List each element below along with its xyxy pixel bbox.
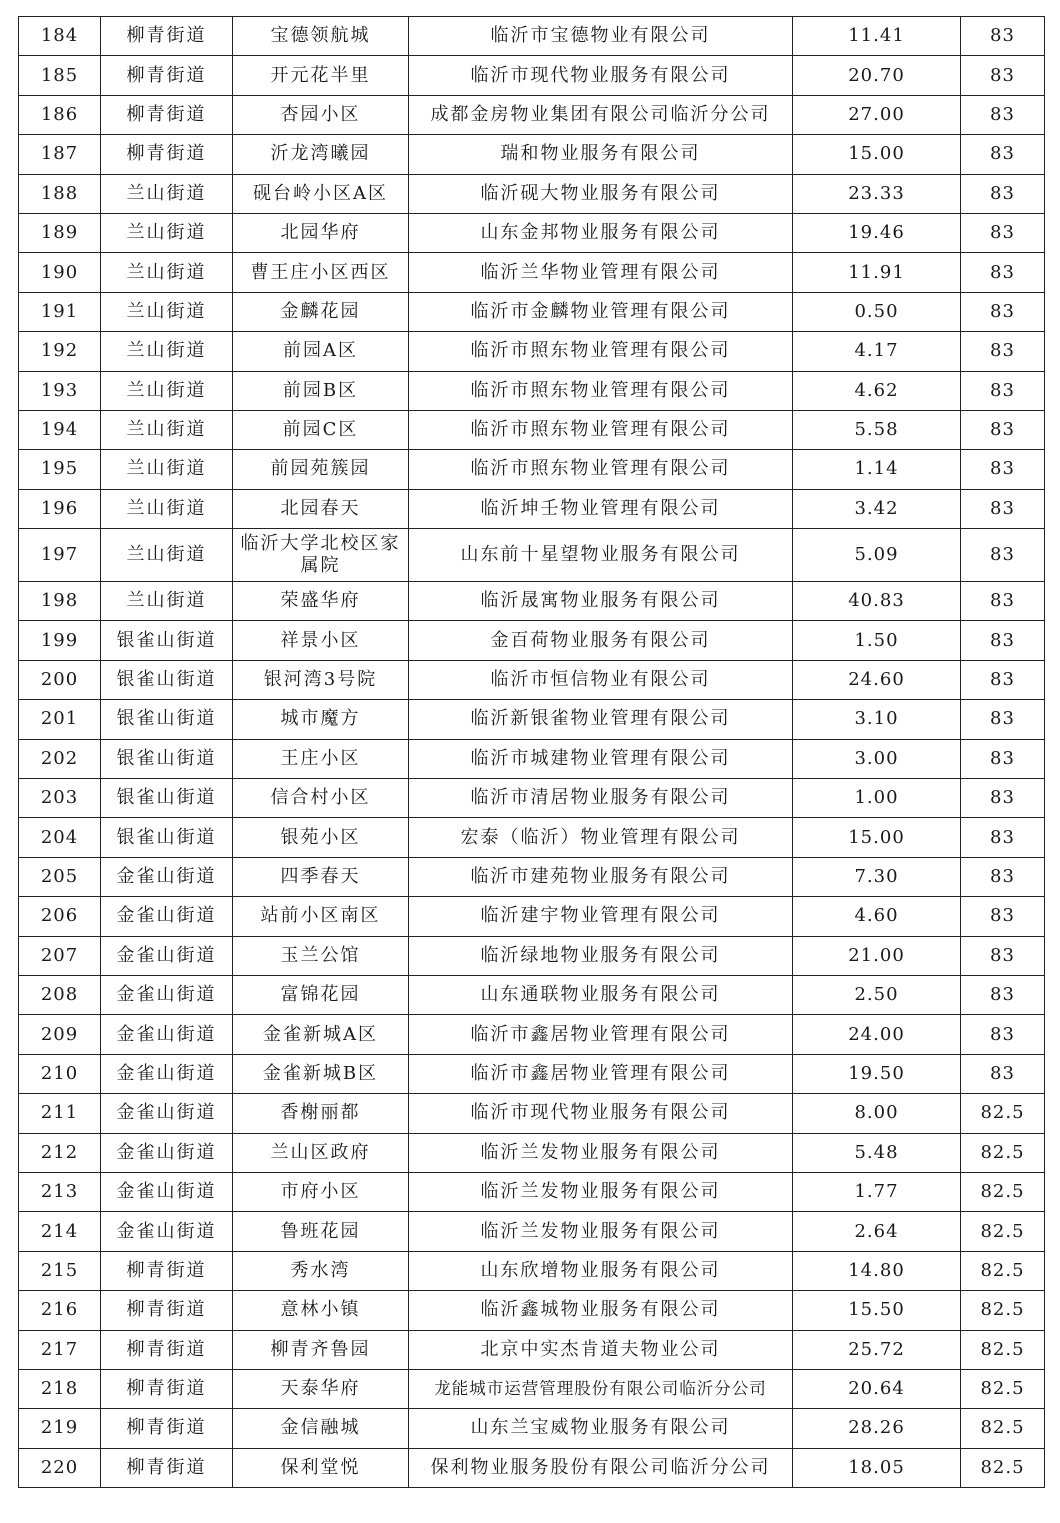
row-number-cell: 198 <box>19 582 101 621</box>
table-row <box>19 975 1045 1014</box>
community-cell: 祥景小区 <box>233 621 409 660</box>
table-row <box>19 779 1045 818</box>
street-cell: 银雀山街道 <box>101 700 233 739</box>
table-row <box>19 95 1045 134</box>
table-row <box>19 135 1045 174</box>
row-number-cell: 184 <box>19 17 101 56</box>
company-cell: 临沂兰发物业服务有限公司 <box>409 1212 793 1251</box>
area-cell: 24.00 <box>793 1015 961 1054</box>
company-cell: 临沂市恒信物业有限公司 <box>409 660 793 699</box>
company-cell: 临沂兰华物业管理有限公司 <box>409 253 793 292</box>
community-cell: 兰山区政府 <box>233 1133 409 1172</box>
area-cell: 1.14 <box>793 450 961 489</box>
table-row <box>19 582 1045 621</box>
company-cell: 北京中实杰肯道夫物业公司 <box>409 1330 793 1369</box>
community-cell: 金雀新城B区 <box>233 1054 409 1093</box>
area-cell: 40.83 <box>793 582 961 621</box>
area-cell: 20.70 <box>793 56 961 95</box>
property-ranking-document <box>18 16 1044 1488</box>
community-cell: 宝德领航城 <box>233 17 409 56</box>
street-cell: 银雀山街道 <box>101 818 233 857</box>
street-cell: 金雀山街道 <box>101 1172 233 1211</box>
company-cell: 山东金邦物业服务有限公司 <box>409 213 793 252</box>
street-cell: 兰山街道 <box>101 253 233 292</box>
street-cell: 兰山街道 <box>101 489 233 528</box>
score-cell: 83 <box>961 660 1045 699</box>
row-number-cell: 193 <box>19 371 101 410</box>
street-cell: 柳青街道 <box>101 1448 233 1487</box>
table-row <box>19 410 1045 449</box>
company-cell: 宏泰（临沂）物业管理有限公司 <box>409 818 793 857</box>
area-cell: 15.00 <box>793 818 961 857</box>
company-cell: 山东通联物业服务有限公司 <box>409 975 793 1014</box>
community-cell: 杏园小区 <box>233 95 409 134</box>
row-number-cell: 216 <box>19 1291 101 1330</box>
company-cell: 临沂市鑫居物业管理有限公司 <box>409 1015 793 1054</box>
table-row <box>19 489 1045 528</box>
community-cell: 银苑小区 <box>233 818 409 857</box>
community-cell: 开元花半里 <box>233 56 409 95</box>
community-cell: 曹王庄小区西区 <box>233 253 409 292</box>
area-cell: 21.00 <box>793 936 961 975</box>
area-cell: 4.17 <box>793 332 961 371</box>
table-body <box>19 17 1045 1488</box>
company-cell: 临沂砚大物业服务有限公司 <box>409 174 793 213</box>
community-cell: 前园A区 <box>233 332 409 371</box>
table-row <box>19 371 1045 410</box>
table-row <box>19 1291 1045 1330</box>
area-cell: 27.00 <box>793 95 961 134</box>
street-cell: 柳青街道 <box>101 1409 233 1448</box>
table-row <box>19 1133 1045 1172</box>
score-cell: 82.5 <box>961 1094 1045 1133</box>
row-number-cell: 220 <box>19 1448 101 1487</box>
score-cell: 83 <box>961 17 1045 56</box>
row-number-cell: 206 <box>19 897 101 936</box>
row-number-cell: 187 <box>19 135 101 174</box>
area-cell: 2.50 <box>793 975 961 1014</box>
table-row <box>19 1015 1045 1054</box>
area-cell: 5.58 <box>793 410 961 449</box>
company-cell: 山东前十星望物业服务有限公司 <box>409 529 793 582</box>
street-cell: 银雀山街道 <box>101 739 233 778</box>
company-cell: 临沂市照东物业管理有限公司 <box>409 332 793 371</box>
company-cell: 山东欣增物业服务有限公司 <box>409 1251 793 1290</box>
table-row <box>19 1212 1045 1251</box>
street-cell: 柳青街道 <box>101 1369 233 1408</box>
community-cell: 金麟花园 <box>233 292 409 331</box>
table-row <box>19 1330 1045 1369</box>
company-cell: 临沂市照东物业管理有限公司 <box>409 450 793 489</box>
company-cell: 山东兰宝威物业服务有限公司 <box>409 1409 793 1448</box>
company-cell: 临沂市照东物业管理有限公司 <box>409 371 793 410</box>
table-row <box>19 897 1045 936</box>
score-cell: 83 <box>961 582 1045 621</box>
row-number-cell: 204 <box>19 818 101 857</box>
area-cell: 23.33 <box>793 174 961 213</box>
area-cell: 4.60 <box>793 897 961 936</box>
area-cell: 4.62 <box>793 371 961 410</box>
area-cell: 3.10 <box>793 700 961 739</box>
company-cell: 临沂市清居物业服务有限公司 <box>409 779 793 818</box>
street-cell: 银雀山街道 <box>101 621 233 660</box>
score-cell: 83 <box>961 818 1045 857</box>
score-cell: 82.5 <box>961 1133 1045 1172</box>
community-cell: 富锦花园 <box>233 975 409 1014</box>
street-cell: 金雀山街道 <box>101 857 233 896</box>
street-cell: 金雀山街道 <box>101 1015 233 1054</box>
street-cell: 金雀山街道 <box>101 1054 233 1093</box>
row-number-cell: 189 <box>19 213 101 252</box>
row-number-cell: 207 <box>19 936 101 975</box>
table-row <box>19 936 1045 975</box>
community-cell: 荣盛华府 <box>233 582 409 621</box>
community-cell: 北园华府 <box>233 213 409 252</box>
row-number-cell: 218 <box>19 1369 101 1408</box>
community-cell: 柳青齐鲁园 <box>233 1330 409 1369</box>
street-cell: 柳青街道 <box>101 95 233 134</box>
score-cell: 83 <box>961 1054 1045 1093</box>
area-cell: 20.64 <box>793 1369 961 1408</box>
score-cell: 83 <box>961 897 1045 936</box>
score-cell: 83 <box>961 700 1045 739</box>
score-cell: 83 <box>961 371 1045 410</box>
row-number-cell: 196 <box>19 489 101 528</box>
area-cell: 5.48 <box>793 1133 961 1172</box>
community-cell: 砚台岭小区A区 <box>233 174 409 213</box>
area-cell: 0.50 <box>793 292 961 331</box>
area-cell: 8.00 <box>793 1094 961 1133</box>
score-cell: 83 <box>961 332 1045 371</box>
company-cell: 临沂建宇物业管理有限公司 <box>409 897 793 936</box>
table-row <box>19 739 1045 778</box>
row-number-cell: 208 <box>19 975 101 1014</box>
row-number-cell: 209 <box>19 1015 101 1054</box>
score-cell: 83 <box>961 779 1045 818</box>
score-cell: 82.5 <box>961 1291 1045 1330</box>
row-number-cell: 219 <box>19 1409 101 1448</box>
company-cell: 临沂新银雀物业管理有限公司 <box>409 700 793 739</box>
street-cell: 金雀山街道 <box>101 1133 233 1172</box>
area-cell: 3.42 <box>793 489 961 528</box>
community-cell: 沂龙湾曦园 <box>233 135 409 174</box>
company-cell: 临沂鑫城物业服务有限公司 <box>409 1291 793 1330</box>
table-row <box>19 292 1045 331</box>
company-cell: 临沂坤壬物业管理有限公司 <box>409 489 793 528</box>
street-cell: 柳青街道 <box>101 1291 233 1330</box>
area-cell: 3.00 <box>793 739 961 778</box>
street-cell: 金雀山街道 <box>101 975 233 1014</box>
table-row <box>19 1251 1045 1290</box>
company-cell: 临沂绿地物业服务有限公司 <box>409 936 793 975</box>
street-cell: 金雀山街道 <box>101 936 233 975</box>
street-cell: 兰山街道 <box>101 371 233 410</box>
street-cell: 兰山街道 <box>101 213 233 252</box>
score-cell: 83 <box>961 213 1045 252</box>
community-cell: 临沂大学北校区家属院 <box>233 529 409 582</box>
community-cell: 金雀新城A区 <box>233 1015 409 1054</box>
row-number-cell: 185 <box>19 56 101 95</box>
area-cell: 1.00 <box>793 779 961 818</box>
street-cell: 银雀山街道 <box>101 660 233 699</box>
row-number-cell: 202 <box>19 739 101 778</box>
community-cell: 玉兰公馆 <box>233 936 409 975</box>
street-cell: 银雀山街道 <box>101 779 233 818</box>
area-cell: 1.77 <box>793 1172 961 1211</box>
street-cell: 兰山街道 <box>101 450 233 489</box>
community-cell: 前园C区 <box>233 410 409 449</box>
score-cell: 82.5 <box>961 1212 1045 1251</box>
property-ranking-table <box>18 16 1045 1488</box>
community-cell: 香榭丽都 <box>233 1094 409 1133</box>
community-cell: 市府小区 <box>233 1172 409 1211</box>
table-row <box>19 332 1045 371</box>
area-cell: 14.80 <box>793 1251 961 1290</box>
community-cell: 四季春天 <box>233 857 409 896</box>
area-cell: 11.41 <box>793 17 961 56</box>
score-cell: 83 <box>961 174 1045 213</box>
table-row <box>19 213 1045 252</box>
community-cell: 保利堂悦 <box>233 1448 409 1487</box>
row-number-cell: 192 <box>19 332 101 371</box>
community-cell: 前园苑簇园 <box>233 450 409 489</box>
community-cell: 王庄小区 <box>233 739 409 778</box>
score-cell: 83 <box>961 253 1045 292</box>
score-cell: 83 <box>961 936 1045 975</box>
community-cell: 金信融城 <box>233 1409 409 1448</box>
area-cell: 1.50 <box>793 621 961 660</box>
row-number-cell: 191 <box>19 292 101 331</box>
area-cell: 18.05 <box>793 1448 961 1487</box>
company-cell: 临沂晟寓物业服务有限公司 <box>409 582 793 621</box>
area-cell: 19.50 <box>793 1054 961 1093</box>
company-cell: 成都金房物业集团有限公司临沂分公司 <box>409 95 793 134</box>
row-number-cell: 212 <box>19 1133 101 1172</box>
area-cell: 5.09 <box>793 529 961 582</box>
score-cell: 83 <box>961 489 1045 528</box>
row-number-cell: 199 <box>19 621 101 660</box>
score-cell: 83 <box>961 975 1045 1014</box>
score-cell: 83 <box>961 529 1045 582</box>
street-cell: 兰山街道 <box>101 174 233 213</box>
score-cell: 83 <box>961 56 1045 95</box>
area-cell: 25.72 <box>793 1330 961 1369</box>
street-cell: 柳青街道 <box>101 1330 233 1369</box>
score-cell: 83 <box>961 857 1045 896</box>
score-cell: 83 <box>961 95 1045 134</box>
row-number-cell: 205 <box>19 857 101 896</box>
street-cell: 柳青街道 <box>101 135 233 174</box>
table-row <box>19 1369 1045 1408</box>
score-cell: 83 <box>961 135 1045 174</box>
score-cell: 83 <box>961 410 1045 449</box>
score-cell: 83 <box>961 621 1045 660</box>
community-cell: 城市魔方 <box>233 700 409 739</box>
table-row <box>19 529 1045 582</box>
street-cell: 柳青街道 <box>101 56 233 95</box>
street-cell: 金雀山街道 <box>101 1212 233 1251</box>
street-cell: 柳青街道 <box>101 17 233 56</box>
street-cell: 兰山街道 <box>101 410 233 449</box>
community-cell: 银河湾3号院 <box>233 660 409 699</box>
area-cell: 2.64 <box>793 1212 961 1251</box>
area-cell: 15.50 <box>793 1291 961 1330</box>
score-cell: 82.5 <box>961 1172 1045 1211</box>
community-cell: 鲁班花园 <box>233 1212 409 1251</box>
table-row <box>19 253 1045 292</box>
row-number-cell: 210 <box>19 1054 101 1093</box>
row-number-cell: 200 <box>19 660 101 699</box>
table-row <box>19 621 1045 660</box>
score-cell: 82.5 <box>961 1448 1045 1487</box>
community-cell: 前园B区 <box>233 371 409 410</box>
community-cell: 意林小镇 <box>233 1291 409 1330</box>
table-row <box>19 1409 1045 1448</box>
community-cell: 天泰华府 <box>233 1369 409 1408</box>
area-cell: 7.30 <box>793 857 961 896</box>
row-number-cell: 190 <box>19 253 101 292</box>
table-row <box>19 1448 1045 1487</box>
street-cell: 金雀山街道 <box>101 1094 233 1133</box>
street-cell: 兰山街道 <box>101 332 233 371</box>
score-cell: 83 <box>961 739 1045 778</box>
score-cell: 82.5 <box>961 1369 1045 1408</box>
company-cell: 临沂市城建物业管理有限公司 <box>409 739 793 778</box>
company-cell: 临沂兰发物业服务有限公司 <box>409 1133 793 1172</box>
table-row <box>19 857 1045 896</box>
company-cell: 金百荷物业服务有限公司 <box>409 621 793 660</box>
row-number-cell: 214 <box>19 1212 101 1251</box>
company-cell: 临沂市建苑物业服务有限公司 <box>409 857 793 896</box>
street-cell: 金雀山街道 <box>101 897 233 936</box>
row-number-cell: 188 <box>19 174 101 213</box>
company-cell: 保利物业服务股份有限公司临沂分公司 <box>409 1448 793 1487</box>
street-cell: 兰山街道 <box>101 292 233 331</box>
row-number-cell: 215 <box>19 1251 101 1290</box>
company-cell: 临沂市宝德物业有限公司 <box>409 17 793 56</box>
score-cell: 82.5 <box>961 1330 1045 1369</box>
company-cell: 临沂市现代物业服务有限公司 <box>409 1094 793 1133</box>
company-cell: 临沂市金麟物业管理有限公司 <box>409 292 793 331</box>
area-cell: 24.60 <box>793 660 961 699</box>
area-cell: 28.26 <box>793 1409 961 1448</box>
street-cell: 兰山街道 <box>101 529 233 582</box>
row-number-cell: 217 <box>19 1330 101 1369</box>
area-cell: 19.46 <box>793 213 961 252</box>
company-cell: 临沂市照东物业管理有限公司 <box>409 410 793 449</box>
table-row <box>19 818 1045 857</box>
score-cell: 83 <box>961 292 1045 331</box>
community-cell: 站前小区南区 <box>233 897 409 936</box>
area-cell: 15.00 <box>793 135 961 174</box>
community-cell: 北园春天 <box>233 489 409 528</box>
row-number-cell: 195 <box>19 450 101 489</box>
row-number-cell: 203 <box>19 779 101 818</box>
table-row <box>19 17 1045 56</box>
company-cell: 瑞和物业服务有限公司 <box>409 135 793 174</box>
row-number-cell: 201 <box>19 700 101 739</box>
score-cell: 82.5 <box>961 1251 1045 1290</box>
table-row <box>19 174 1045 213</box>
row-number-cell: 211 <box>19 1094 101 1133</box>
table-row <box>19 1054 1045 1093</box>
street-cell: 兰山街道 <box>101 582 233 621</box>
row-number-cell: 213 <box>19 1172 101 1211</box>
company-cell: 龙能城市运营管理股份有限公司临沂分公司 <box>409 1369 793 1408</box>
table-row <box>19 660 1045 699</box>
score-cell: 83 <box>961 1015 1045 1054</box>
company-cell: 临沂市现代物业服务有限公司 <box>409 56 793 95</box>
street-cell: 柳青街道 <box>101 1251 233 1290</box>
row-number-cell: 197 <box>19 529 101 582</box>
table-row <box>19 1172 1045 1211</box>
row-number-cell: 186 <box>19 95 101 134</box>
company-cell: 临沂兰发物业服务有限公司 <box>409 1172 793 1211</box>
row-number-cell: 194 <box>19 410 101 449</box>
table-row <box>19 700 1045 739</box>
community-cell: 秀水湾 <box>233 1251 409 1290</box>
table-row <box>19 56 1045 95</box>
score-cell: 82.5 <box>961 1409 1045 1448</box>
company-cell: 临沂市鑫居物业管理有限公司 <box>409 1054 793 1093</box>
table-row <box>19 450 1045 489</box>
area-cell: 11.91 <box>793 253 961 292</box>
table-row <box>19 1094 1045 1133</box>
community-cell: 信合村小区 <box>233 779 409 818</box>
score-cell: 83 <box>961 450 1045 489</box>
